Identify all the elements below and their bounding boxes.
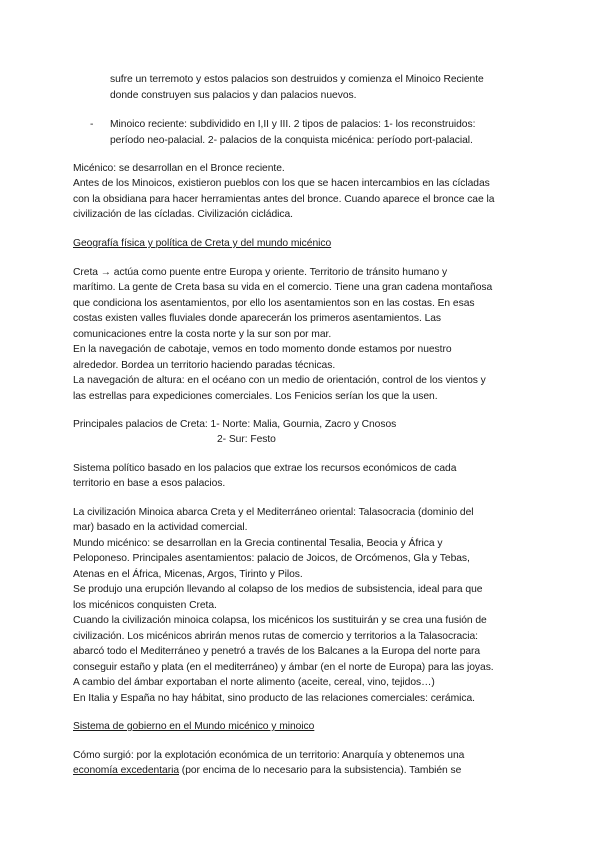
text-line: donde construyen sus palacios y dan palacios nuevos. (110, 90, 357, 101)
text-line: civilización de las cícladas. Civilización cicládica. (73, 209, 293, 220)
text-line: sufre un terremoto y estos palacios son destruidos y comienza el Minoico Reciente (110, 74, 484, 85)
text-line: Cuando la civilización minoica colapsa, los micénicos los sustituirán y se crea una fusión de (73, 615, 487, 626)
text-line: Mundo micénico: se desarrollan en la Grecia continental Tesalia, Beocia y África y (73, 538, 443, 549)
text-line: Sistema político basado en los palacios que extrae los recursos económicos de cada (73, 463, 457, 474)
section-heading: Geografía física y política de Creta y del mundo micénico (73, 238, 332, 249)
text-line: Micénico: se desarrollan en el Bronce reciente. (73, 163, 285, 174)
text-line: 2- Sur: Festo (217, 434, 276, 445)
text-line: Antes de los Minoicos, existieron pueblos con los que se hacen intercambios en las cícladas (73, 178, 490, 189)
text-span: (por encima de lo necesario para la subsistencia). También se (179, 765, 462, 776)
text-line: que condiciona los asentamientos, por ello los asentamientos son en las costas. En esas (73, 298, 475, 309)
text-line: Creta → actúa como puente entre Europa y oriente. Territorio de tránsito humano y (73, 267, 448, 278)
text-line: costas existen valles fluviales donde aparecerán los primeros asentamientos. Las (73, 313, 442, 324)
text-line: La navegación de altura: en el océano con un medio de orientación, control de los vientos y (73, 375, 486, 386)
text-line: Cómo surgió: por la explotación económica de un territorio: Anarquía y obtenemos una (73, 750, 465, 761)
text-line: La civilización Minoica abarca Creta y el Mediterráneo oriental: Talasocracia (dominio del (73, 507, 474, 518)
text-line: período neo-palacial. 2- palacios de la conquista micénica: período port-palacial. (110, 135, 473, 146)
text-line (73, 763, 461, 779)
text-line: Atenas en el África, Micenas, Argos, Tirinto y Pilos. (73, 569, 303, 580)
text-line: territorio en base a esos palacios. (73, 478, 226, 489)
text-line: En la navegación de cabotaje, vemos en todo momento donde estamos por nuestro (73, 344, 452, 355)
section-heading: Sistema de gobierno en el Mundo micénico y minoico (73, 721, 315, 732)
text-line: Se produjo una erupción llevando al colapso de los medios de subsistencia, ideal para que (73, 584, 483, 595)
text-line: Principales palacios de Creta: 1- Norte: Malia, Gournia, Zacro y Cnosos (73, 419, 397, 430)
text-line: civilización. Los micénicos abrirán menos rutas de comercio y territorios a la Talasocracia: (73, 631, 478, 642)
text-line: Minoico reciente: subdividido en I,II y III. 2 tipos de palacios: 1- los reconstruidos: (110, 119, 476, 130)
text-line: con la obsidiana para hacer herramientas antes del bronce. Cuando aparece el bronce cae la (73, 194, 495, 205)
text-line: En Italia y España no hay hábitat, sino producto de las relaciones comerciales: cerámica. (73, 693, 475, 704)
text-line: alrededor. Bordea un territorio haciendo paradas técnicas. (73, 360, 336, 371)
text-line: A cambio del ámbar exportaban el norte alimento (aceite, cereal, vino, tejidos…) (73, 677, 435, 688)
underlined-term: economía excedentaria (73, 765, 179, 776)
text-line: conseguir estaño y plata (en el mediterráneo) y ámbar (en el norte de Europa) para las joyas. (73, 662, 494, 673)
text-line: las estrellas para expediciones comerciales. Los Fenicios serían los que la usen. (73, 391, 438, 402)
text-line: abarcó todo el Mediterráneo y penetró a través de los Balcanes a la Europa del norte para (73, 646, 481, 657)
text-line: Peloponeso. Principales asentamientos: palacio de Joicos, de Orcómenos, Gla y Tebas, (73, 553, 470, 564)
text-line: mar) basado en la actividad comercial. (73, 522, 248, 533)
text-line: los micénicos conquisten Creta. (73, 600, 217, 611)
text-line: marítimo. La gente de Creta basa su vida en el comercio. Tiene una gran cadena montañosa (73, 282, 493, 293)
bullet-marker: - (90, 119, 94, 130)
text-line: comunicaciones entre la costa norte y la sur son por mar. (73, 329, 332, 340)
